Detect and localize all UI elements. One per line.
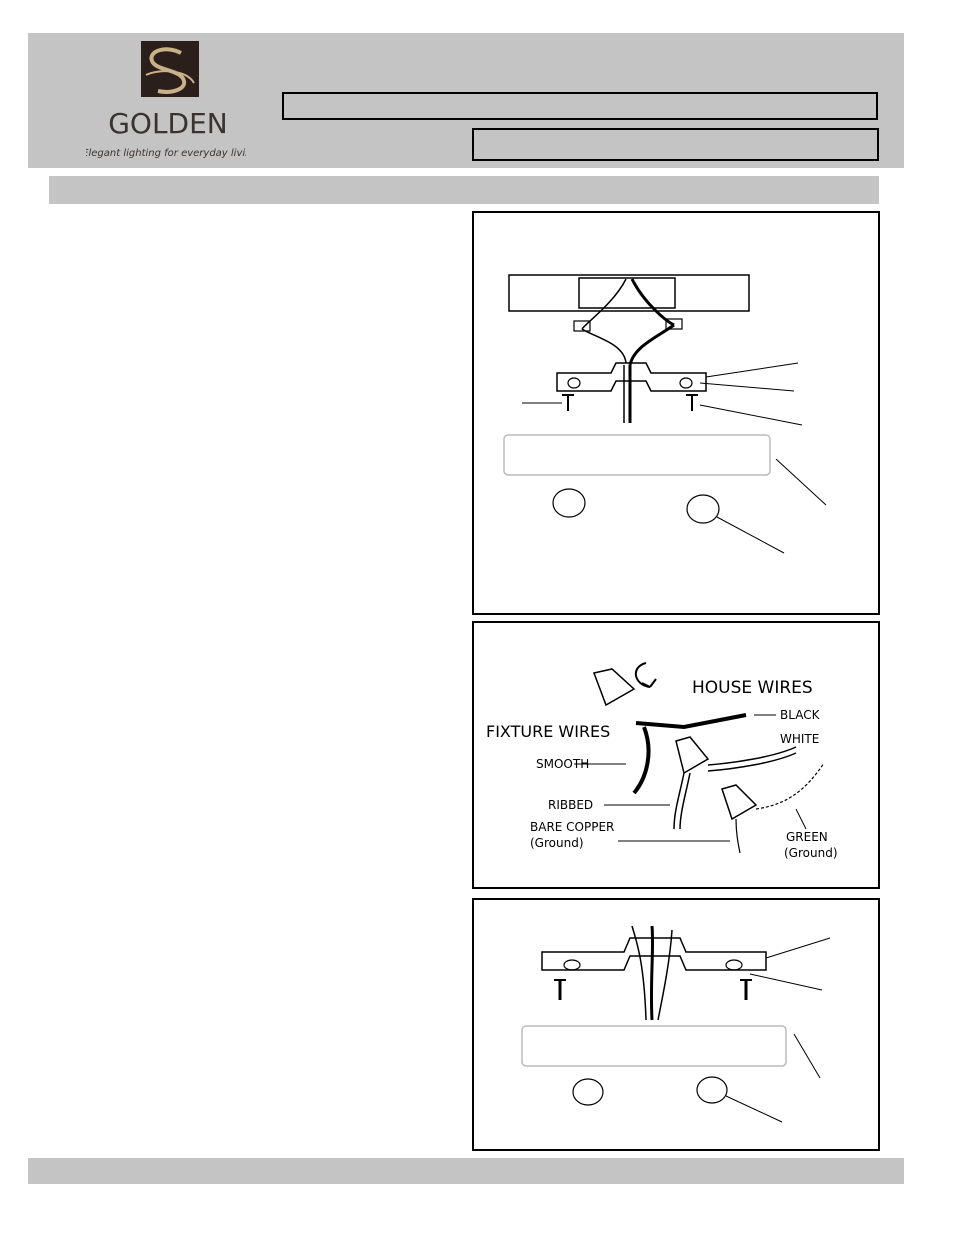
green-wire-label: GREEN xyxy=(786,830,828,844)
black-wire-label: BLACK xyxy=(780,708,820,722)
header-banner xyxy=(28,33,904,168)
mounting-diagram xyxy=(474,213,878,613)
section-header-bar xyxy=(49,176,879,204)
brand-logo xyxy=(86,39,246,165)
green-ground-label: (Ground) xyxy=(784,846,838,860)
wire-nut-icon xyxy=(594,669,634,705)
fixture-wires-label: FIXTURE WIRES xyxy=(486,722,611,741)
mounting-diagram-panel xyxy=(472,211,880,615)
footer-bar xyxy=(28,1158,904,1184)
white-wire-label: WHITE xyxy=(780,732,820,746)
ribbed-wire-label: RIBBED xyxy=(548,798,594,812)
attachment-diagram xyxy=(474,900,878,1149)
attachment-diagram-panel xyxy=(472,898,880,1151)
wiring-diagram xyxy=(474,623,878,887)
wiring-diagram-panel xyxy=(472,621,880,889)
house-wires-label: HOUSE WIRES xyxy=(692,678,813,698)
brand-name: GOLDEN xyxy=(108,107,228,140)
document-subtitle-box xyxy=(472,128,879,161)
document-title-box xyxy=(282,92,878,120)
smooth-wire-label: SMOOTH xyxy=(536,757,590,771)
bare-copper-label: BARE COPPER xyxy=(530,820,615,834)
bare-copper-ground-label: (Ground) xyxy=(530,836,584,850)
brand-tagline: Elegant lighting for everyday living xyxy=(86,148,246,159)
